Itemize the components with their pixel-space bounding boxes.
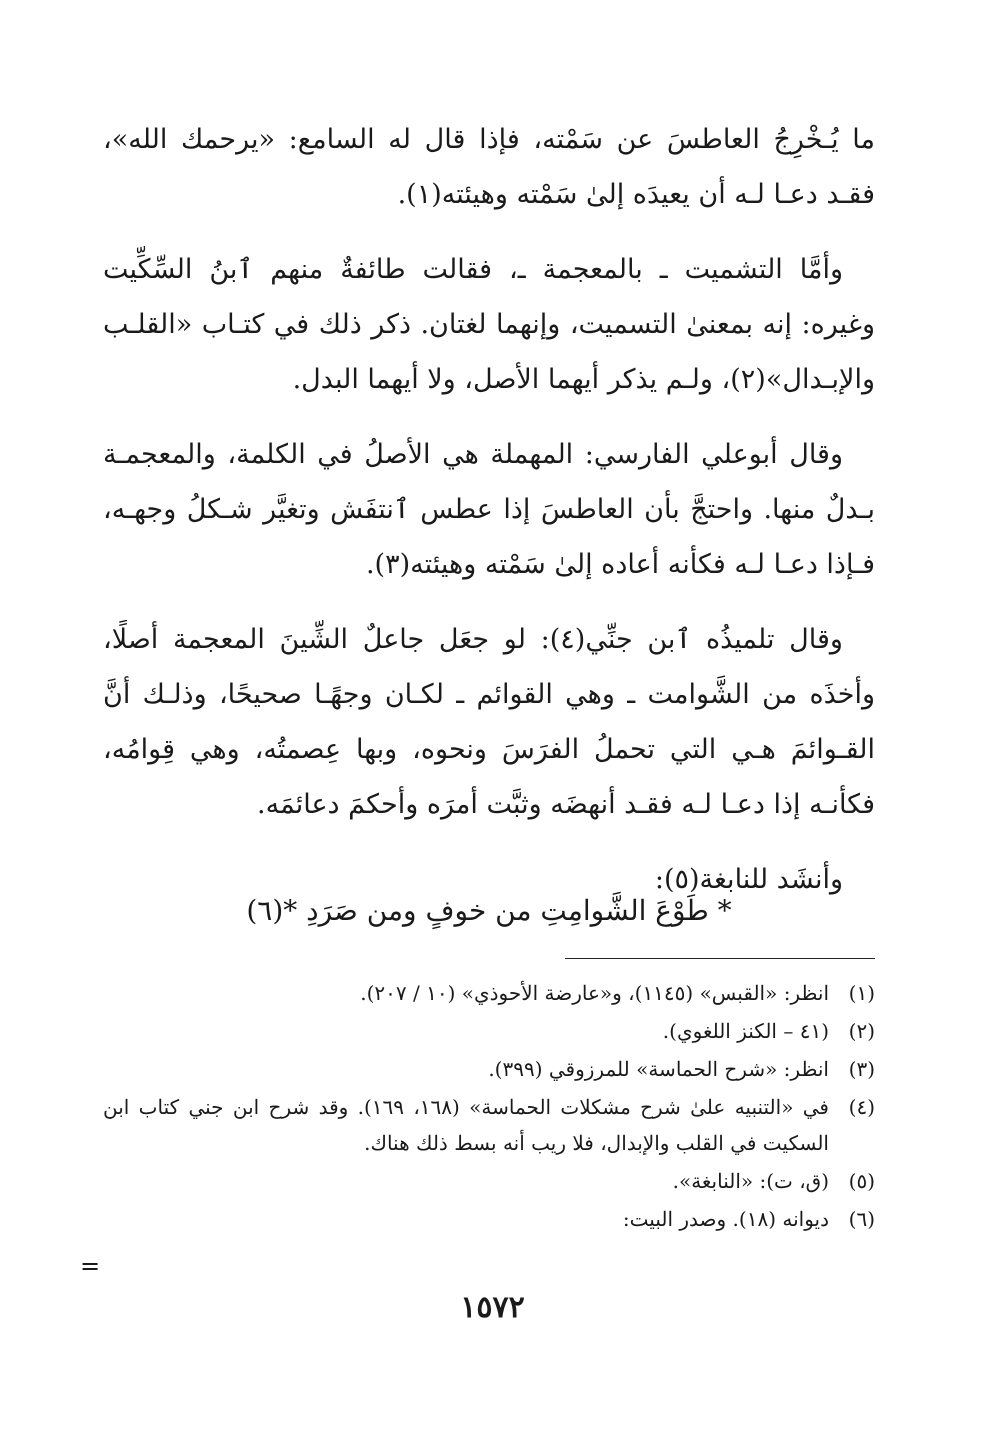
footnote-text: (٤١ – الكنز اللغوي). [662,1019,829,1043]
footnote-number: (٥) [848,1169,875,1193]
footnote-5 [103,1163,875,1199]
page-number: ١٥٧٢ [460,1290,525,1325]
footnote-2 [103,1013,875,1049]
main-text [103,112,875,927]
continuation-mark: = [80,1252,101,1280]
footnotes [103,975,875,1239]
footnote-number: (٤) [848,1095,875,1119]
paragraph-5: وأنشَد للنابغة(٥): [654,864,843,895]
footnote-number: (٦) [848,1207,875,1231]
footnote-text: (ق، ت): «النابغة». [672,1169,829,1193]
footnote-text: انظر: «شرح الحماسة» للمرزوقي (٣٩٩). [488,1057,829,1081]
paragraph-2: وأمَّا التشميت ـ بالمعجمة ـ، فقالت طائفةٌ منهم ٱبنُ السِّكِّيت وغيره: إنه بمعنىٰ التسميت، وإنهما لغتان. ذكر ذلك في كتـاب «القلـب والإبـدال»(٢)، ولـم يذكر أيهما الأصل، ولا أيهما البدل. [103,254,875,395]
footnote-3 [103,1051,875,1087]
footnote-4 [103,1089,875,1161]
footnote-1 [103,975,875,1011]
poem-verse: * طَوْعَ الشَّوامِتِ من خوفٍ ومن صَرَدِ *(٦) [246,894,732,927]
footnote-text: انظر: «القبس» (١١٤٥)، و«عارضة الأحوذي» (١٠ / ٢٠٧). [360,981,829,1005]
footnote-text: ديوانه (١٨). وصدر البيت: [622,1207,829,1231]
footnote-number: (٢) [848,1019,875,1043]
paragraph-1: ما يُـخْرِجُ العاطسَ عن سَمْته، فإذا قال له السامع: «يرحمك الله»، فقـد دعـا لـه أن يعيدَه إلىٰ سَمْته وهيئته(١). [103,124,875,210]
footnote-separator [565,958,875,959]
paragraph-4: وقال تلميذُه ٱبن جنِّي(٤): لو جعَل جاعلٌ الشِّينَ المعجمة أصلًا، وأخذَه من الشَّوامت ـ وهي القوائم ـ لكـان وجهًـا صحيحًا، وذلـك أنَّ القـوائمَ هـي التي تحملُ الفرَسَ ونحوه، وبها عِصمتُه، وهي قِوامُه، فكأنـه إذا دعـا لـه فقـد أنهضَه وثبَّت أمرَه وأحكمَ دعائمَه. [103,624,875,820]
footnote-6 [103,1201,875,1237]
footnote-number: (١) [848,981,875,1005]
footnote-number: (٣) [848,1057,875,1081]
paragraph-3: وقال أبوعلي الفارسي: المهملة هي الأصلُ في الكلمة، والمعجمـة بـدلٌ منها. واحتجَّ بأن العاطسَ إذا عطس ٱنتفَش وتغيَّر شـكلُ وجهـه، فـإذا دعـا لـه فكأنه أعاده إلىٰ سَمْته وهيئته(٣). [103,439,875,580]
footnote-text: في «التنبيه علىٰ شرح مشكلات الحماسة» (١٦٨، ١٦٩). وقد شرح ابن جني كتاب ابن السكيت في القلب والإبدال، فلا ريب أنه بسط ذلك هناك. [103,1095,829,1155]
